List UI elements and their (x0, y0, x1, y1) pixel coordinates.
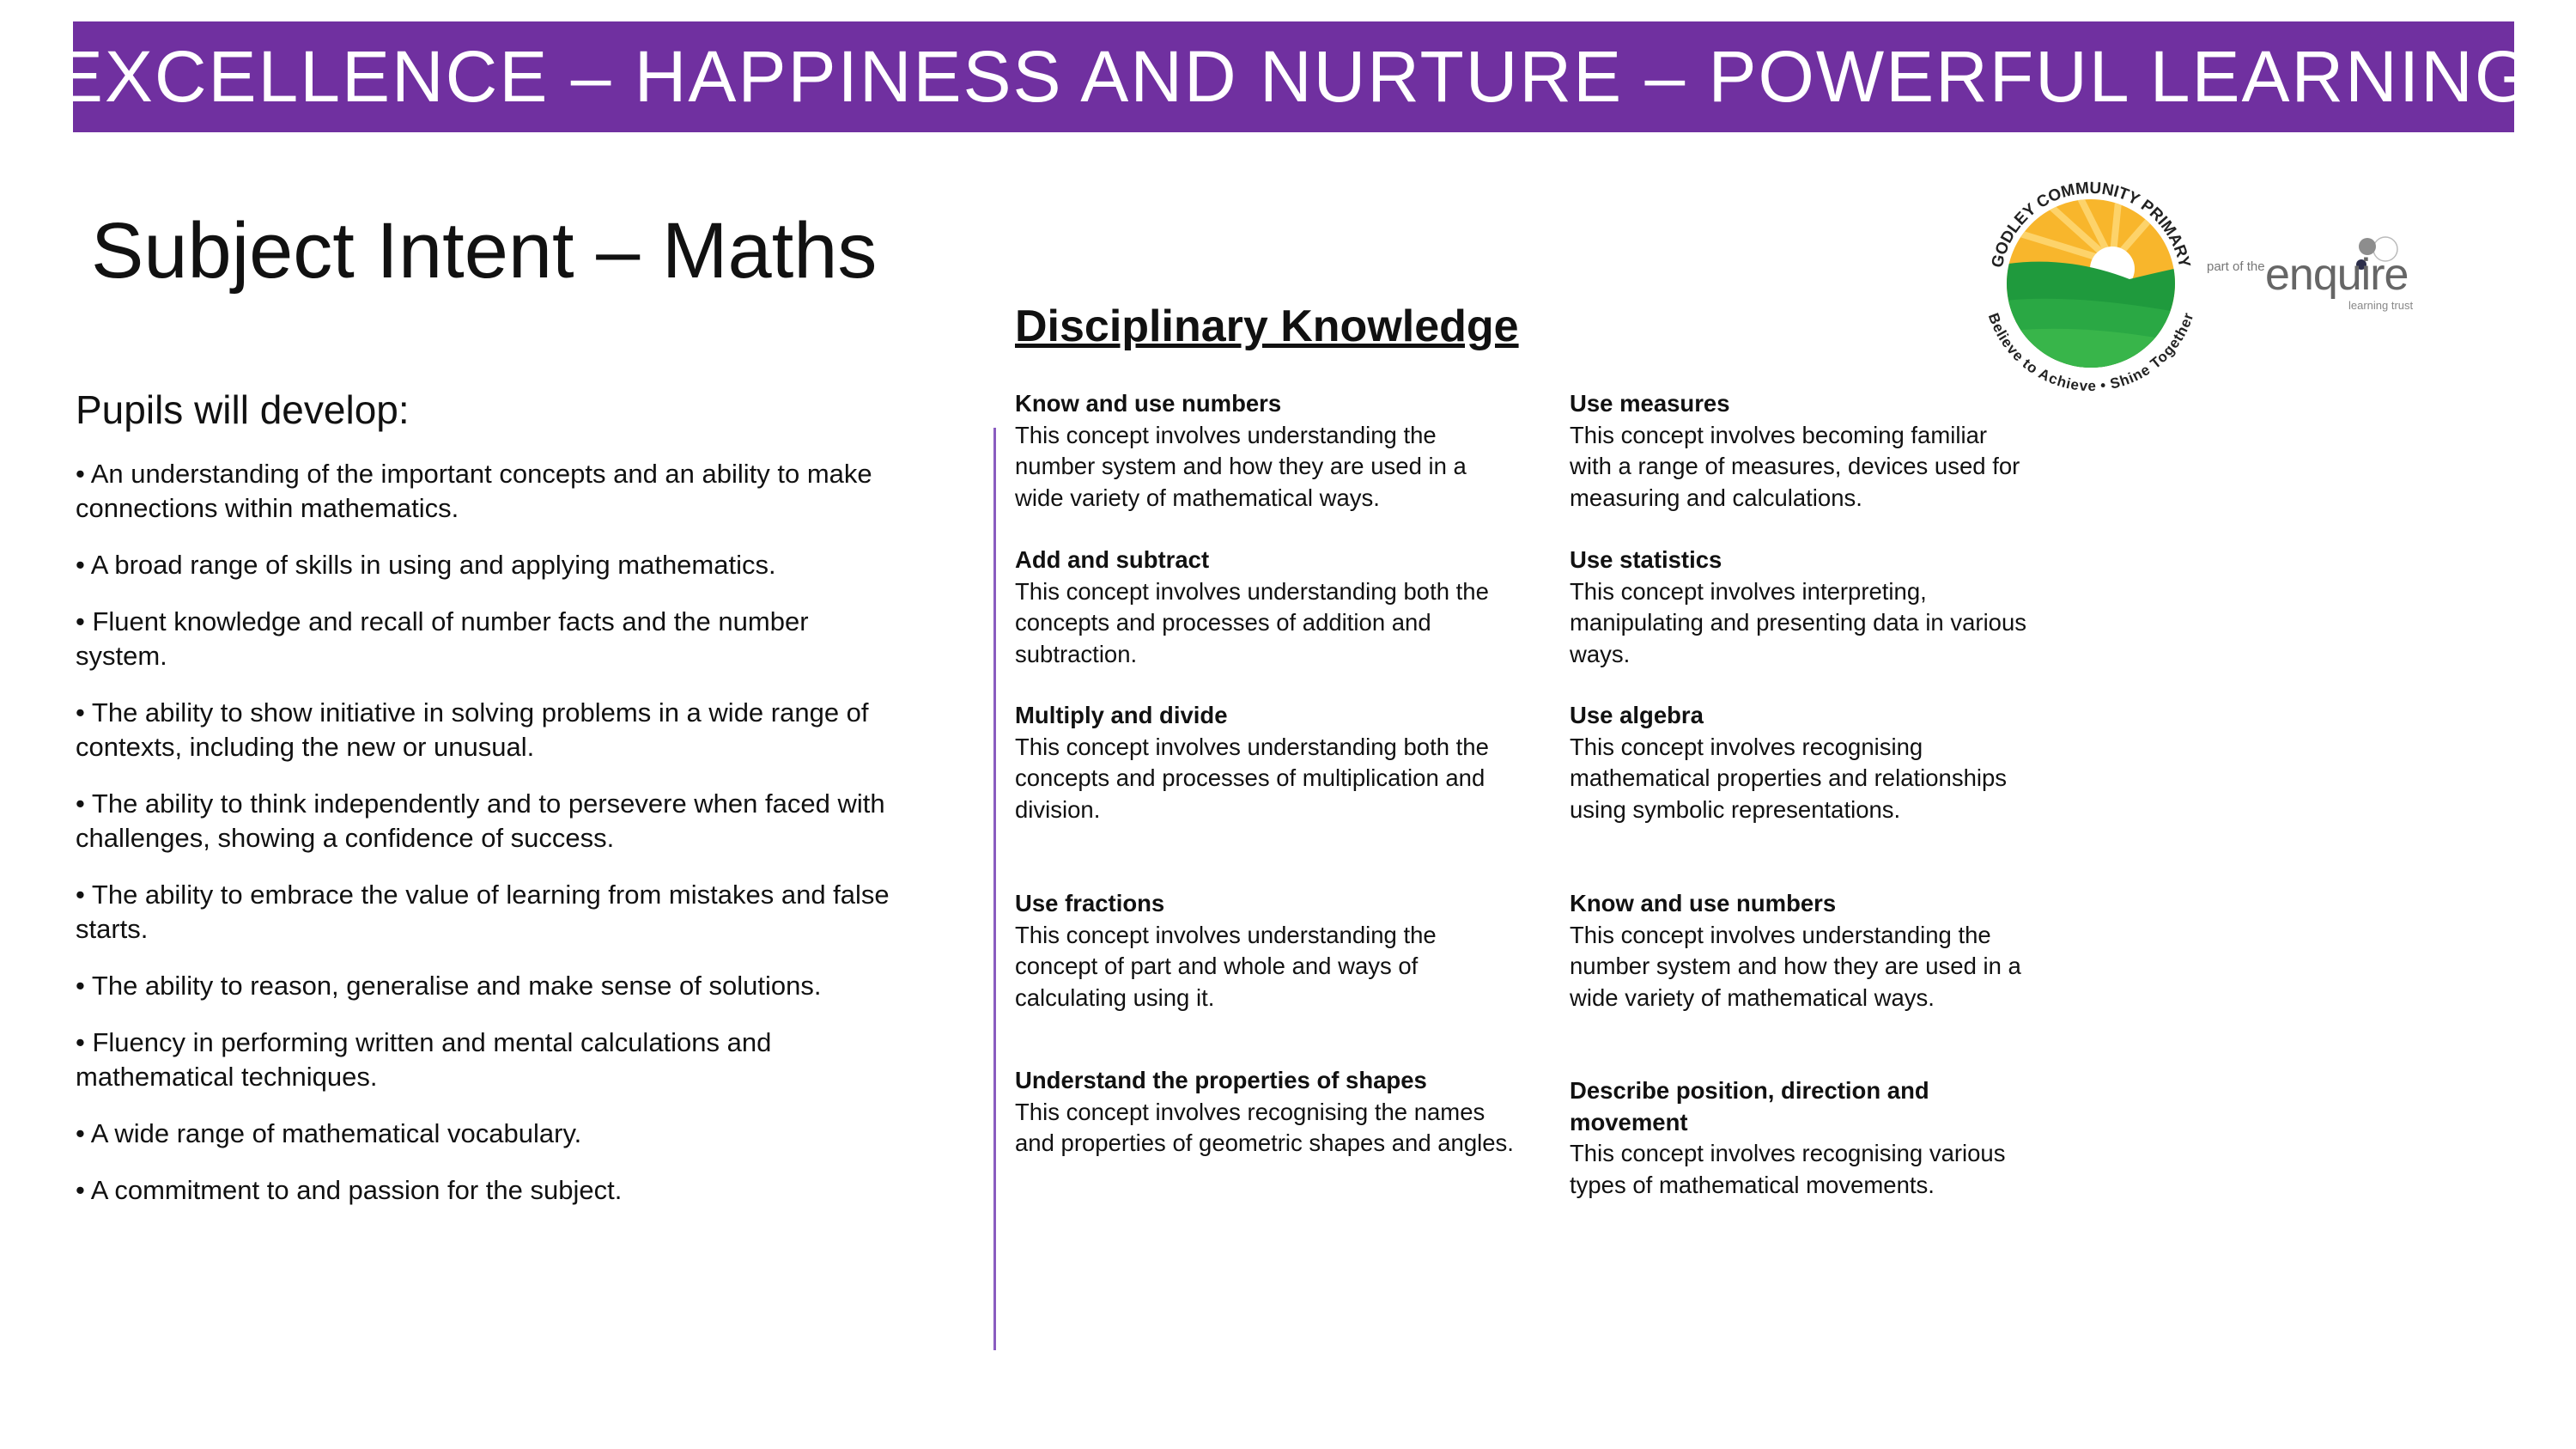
concept-text: This concept involves understanding the number system and how they are used in a wide variety of mathematical ways. (1015, 421, 1467, 511)
list-item: • A wide range of mathematical vocabulary. (76, 1118, 582, 1148)
concept-title: Use fractions (1015, 890, 1165, 916)
concept-text: This concept involves becoming familiar with a range of measures, devices used for measuring and calculations. (1570, 421, 2020, 511)
concept-block (1570, 1075, 2033, 1201)
concept-block (1570, 888, 2033, 1014)
enquire-logo (2207, 232, 2430, 326)
concept-text: This concept involves understanding both the concepts and processes of addition and subtraction. (1015, 577, 1489, 667)
concept-title: Use algebra (1570, 702, 1704, 728)
school-motto-text: Believe to Achieve • Shine Together (1984, 310, 2197, 395)
concept-title: Multiply and divide (1015, 702, 1228, 728)
trust-sub: learning trust (2348, 299, 2414, 312)
concept-block (1570, 700, 2033, 825)
pupils-list (76, 457, 900, 1230)
concept-text: This concept involves understanding both the concepts and processes of multiplication and division. (1015, 733, 1489, 823)
list-item: • A commitment to and passion for the subject. (76, 1175, 623, 1205)
list-item: • A broad range of skills in using and applying mathematics. (76, 550, 776, 580)
concept-text: This concept involves recognising mathematical properties and relationships using symbolic representations. (1570, 733, 2008, 823)
concept-text: This concept involves understanding the number system and how they are used in a wide variety of mathematical ways. (1570, 921, 2021, 1011)
concept-title: Know and use numbers (1015, 390, 1282, 417)
concept-block (1015, 1065, 1522, 1160)
concept-title: Use statistics (1570, 546, 1722, 573)
list-item: • Fluency in performing written and mental calculations and mathematical techniques. (76, 1027, 772, 1092)
concept-title: Describe position, direction and movement (1570, 1077, 1929, 1135)
concept-block (1015, 888, 1522, 1014)
motto-banner (54, 21, 2533, 132)
trust-prefix: part of the (2207, 259, 2265, 274)
list-item: • The ability to reason, generalise and make sense of solutions. (76, 971, 822, 1001)
concept-block (1570, 545, 2033, 670)
motto-text: EXCELLENCE – HAPPINESS AND NURTURE – POWERFUL LEARNING (54, 36, 2533, 117)
list-item: • The ability to embrace the value of learning from mistakes and false starts. (76, 880, 890, 944)
concept-text: This concept involves understanding the concept of part and whole and ways of calculating using it. (1015, 921, 1437, 1011)
pupils-heading: Pupils will develop: (76, 387, 410, 432)
concept-text: This concept involves interpreting, manipulating and presenting data in various ways. (1570, 577, 2027, 667)
concept-title: Know and use numbers (1570, 890, 1837, 916)
concept-block (1570, 388, 2033, 514)
concept-title: Add and subtract (1015, 546, 1210, 573)
concept-block (1015, 700, 1522, 825)
concept-title: Understand the properties of shapes (1015, 1067, 1427, 1093)
list-item: • Fluent knowledge and recall of number facts and the number system. (76, 606, 809, 671)
page-title: Subject Intent – Maths (91, 207, 878, 295)
list-item: • An understanding of the important concepts and an ability to make connections within mathematics. (76, 459, 872, 523)
list-item: • The ability to show initiative in solving problems in a wide range of contexts, including the new or unusual. (76, 697, 869, 762)
concept-text: This concept involves recognising the names and properties of geometric shapes and angles. (1015, 1098, 1514, 1156)
concept-title: Use measures (1570, 390, 1730, 417)
school-logo (1975, 167, 2207, 399)
concept-text: This concept involves recognising various types of mathematical movements. (1570, 1140, 2006, 1198)
divider (993, 428, 996, 1350)
disciplinary-heading: Disciplinary Knowledge (1015, 301, 1519, 351)
school-name-text: GODLEY COMMUNITY PRIMARY (1988, 179, 2194, 270)
concept-block (1015, 388, 1522, 514)
list-item: • The ability to think independently and to persevere when faced with challenges, showing a confidence of success. (76, 788, 885, 853)
concept-block (1015, 545, 1522, 670)
trust-name: enquire (2265, 250, 2409, 300)
